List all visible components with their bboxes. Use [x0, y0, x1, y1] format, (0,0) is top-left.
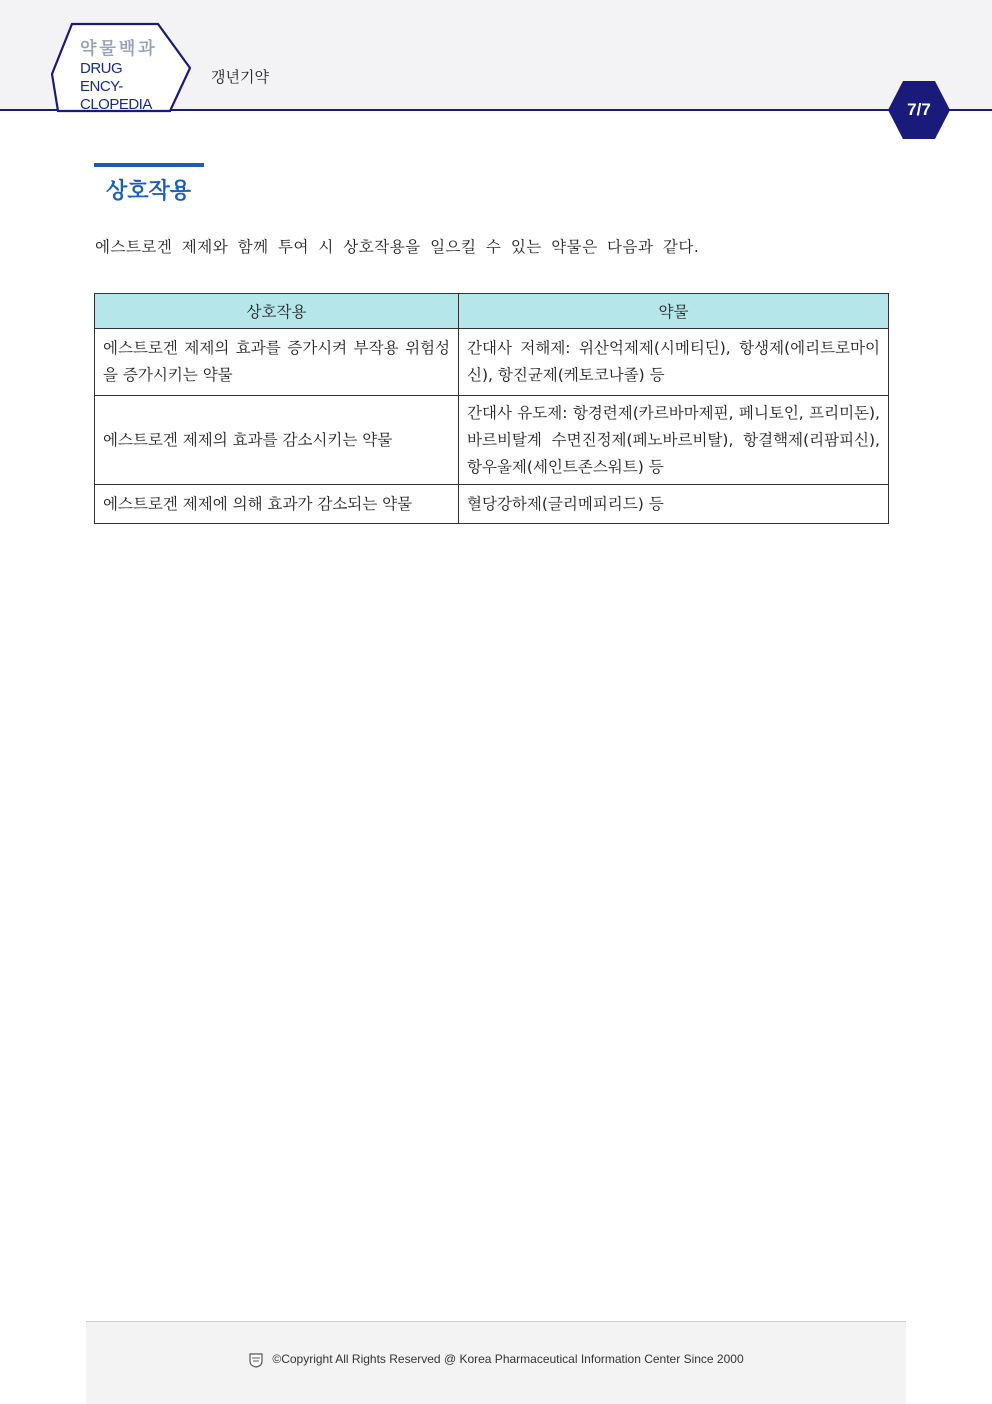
copyright-text: ©Copyright All Rights Reserved @ Korea Pharmaceutical Information Center Since 2000 [272, 1352, 744, 1367]
footer [86, 1321, 906, 1404]
section-accent-bar [94, 163, 204, 167]
table-row [95, 329, 889, 396]
interaction-cell: 에스트로겐 제제에 의해 효과가 감소되는 약물 [95, 485, 459, 524]
interaction-table [94, 293, 889, 524]
seal-icon [248, 1352, 264, 1368]
table-row [95, 396, 889, 485]
logo [80, 40, 164, 114]
document-title: 갱년기약 [211, 68, 269, 86]
drugs-cell: 혈당강하제(글리메피리드) 등 [459, 485, 889, 524]
interaction-cell: 에스트로겐 제제의 효과를 감소시키는 약물 [95, 396, 459, 485]
drugs-cell: 간대사 저해제: 위산억제제(시메티딘), 항생제(에리트로마이신), 항진균제(케토코나졸) 등 [459, 329, 889, 396]
intro-paragraph: 에스트로겐 제제와 함께 투여 시 상호작용을 일으킬 수 있는 약물은 다음과 같다. [95, 238, 700, 256]
table-row [95, 485, 889, 524]
logo-english-line2: CLOPEDIA [80, 96, 152, 113]
column-header-drugs: 약물 [459, 294, 889, 329]
column-header-interaction: 상호작용 [95, 294, 459, 329]
interaction-cell: 에스트로겐 제제의 효과를 증가시켜 부작용 위험성을 증가시키는 약물 [95, 329, 459, 396]
footer-content [86, 1352, 906, 1368]
table-header-row [95, 294, 889, 329]
drugs-cell: 간대사 유도제: 항경련제(카르바마제핀, 페니토인, 프리미돈), 바르비탈계 수면진정제(페노바르비탈), 항결핵제(리팜피신), 항우울제(세인트존스워트) 등 [459, 396, 889, 485]
page-indicator: 7/7 [907, 100, 931, 119]
section-title: 상호작용 [106, 179, 192, 204]
logo-korean: 약물백과 [80, 39, 158, 58]
logo-english-line1: DRUG ENCY- [80, 60, 123, 95]
